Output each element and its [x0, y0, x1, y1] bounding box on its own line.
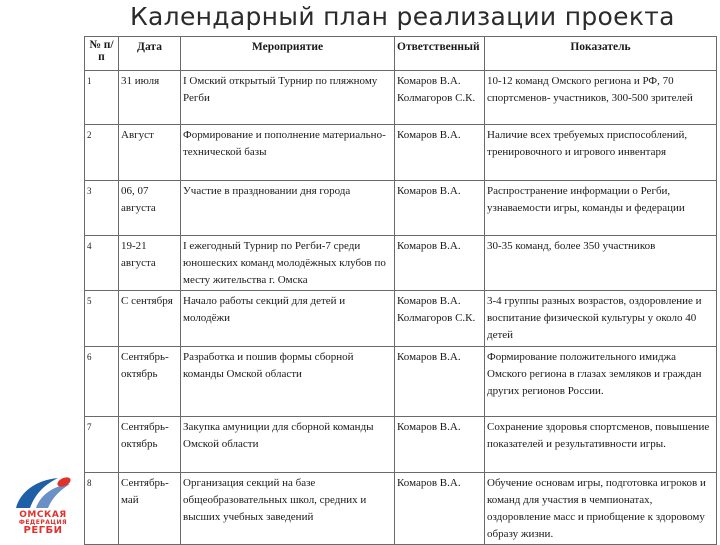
header-date: Дата	[119, 37, 181, 71]
row-responsible: Комаров В.А.	[395, 125, 485, 181]
logo-line-3: РЕГБИ	[23, 525, 63, 536]
logo-line-1: ОМСКАЯ	[19, 510, 67, 520]
row-num: 2	[85, 125, 119, 181]
table-header-row	[85, 37, 717, 71]
row-num: 3	[85, 181, 119, 236]
row-date: Сентябрь-октябрь	[119, 417, 181, 473]
row-num: 1	[85, 71, 119, 125]
logo-line-2: ФЕДЕРАЦИЯ	[18, 519, 68, 526]
row-date: Сентябрь-май	[119, 473, 181, 545]
header-responsible: Ответственный	[395, 37, 485, 71]
row-indicator: 10-12 команд Омского региона и РФ, 70 спортсменов- участников, 300-500 зрителей	[485, 71, 717, 125]
row-event: I Омский открытый Турнир по пляжному Регби	[181, 71, 395, 125]
row-date: 06, 07 августа	[119, 181, 181, 236]
row-num: 6	[85, 347, 119, 417]
row-indicator: Наличие всех требуемых приспособлений, тренировочного и игрового инвентаря	[485, 125, 717, 181]
row-responsible: Комаров В.А. Колмагоров С.К.	[395, 291, 485, 347]
table-row	[85, 181, 717, 236]
calendar-plan-table	[84, 36, 717, 545]
row-responsible: Комаров В.А.	[395, 347, 485, 417]
header-num: № п/п	[85, 37, 119, 71]
row-num: 7	[85, 417, 119, 473]
rugby-player-icon	[6, 474, 80, 510]
row-indicator: 30-35 команд, более 350 участников	[485, 236, 717, 291]
header-indicator: Показатель	[485, 37, 717, 71]
row-date: 31 июля	[119, 71, 181, 125]
row-event: Формирование и пополнение материально-технической базы	[181, 125, 395, 181]
header-event: Мероприятие	[181, 37, 395, 71]
row-date: Август	[119, 125, 181, 181]
row-event: Начало работы секций для детей и молодёжи	[181, 291, 395, 347]
row-date: 19-21 августа	[119, 236, 181, 291]
rugby-federation-logo	[6, 474, 80, 538]
table-row	[85, 417, 717, 473]
row-event: Разработка и пошив формы сборной команды Омской области	[181, 347, 395, 417]
row-responsible: Комаров В.А. Колмагоров С.К.	[395, 71, 485, 125]
row-date: Сентябрь-октябрь	[119, 347, 181, 417]
row-indicator: Распространение информации о Регби, узнаваемости игры, команды и федерации	[485, 181, 717, 236]
table-row	[85, 473, 717, 545]
row-indicator: Обучение основам игры, подготовка игроков и команд для участия в чемпионатах, оздоровление масс и приобщение к здоровому образу жизни.	[485, 473, 717, 545]
row-event: I ежегодный Турнир по Регби-7 среди юношеских команд молодёжных клубов по месту жительства г. Омска	[181, 236, 395, 291]
row-indicator: Сохранение здоровья спортсменов, повышение показателей и результативности игры.	[485, 417, 717, 473]
table-row	[85, 236, 717, 291]
row-date: С сентября	[119, 291, 181, 347]
row-event: Организация секций на базе общеобразовательных школ, средних и высших учебных заведений	[181, 473, 395, 545]
row-event: Закупка амуниции для сборной команды Омской области	[181, 417, 395, 473]
row-responsible: Комаров В.А.	[395, 236, 485, 291]
row-num: 4	[85, 236, 119, 291]
table-row	[85, 347, 717, 417]
row-responsible: Комаров В.А.	[395, 417, 485, 473]
row-num: 8	[85, 473, 119, 545]
page-title: Календарный план реализации проекта	[130, 2, 675, 31]
row-indicator: 3-4 группы разных возрастов, оздоровление и воспитание физической культуры у около 40 детей	[485, 291, 717, 347]
table-row	[85, 291, 717, 347]
row-responsible: Комаров В.А.	[395, 181, 485, 236]
row-indicator: Формирование положительного имиджа Омского региона в глазах земляков и граждан других регионов России.	[485, 347, 717, 417]
row-responsible: Комаров В.А.	[395, 473, 485, 545]
table-row	[85, 125, 717, 181]
row-num: 5	[85, 291, 119, 347]
table-row	[85, 71, 717, 125]
row-event: Участие в праздновании дня города	[181, 181, 395, 236]
